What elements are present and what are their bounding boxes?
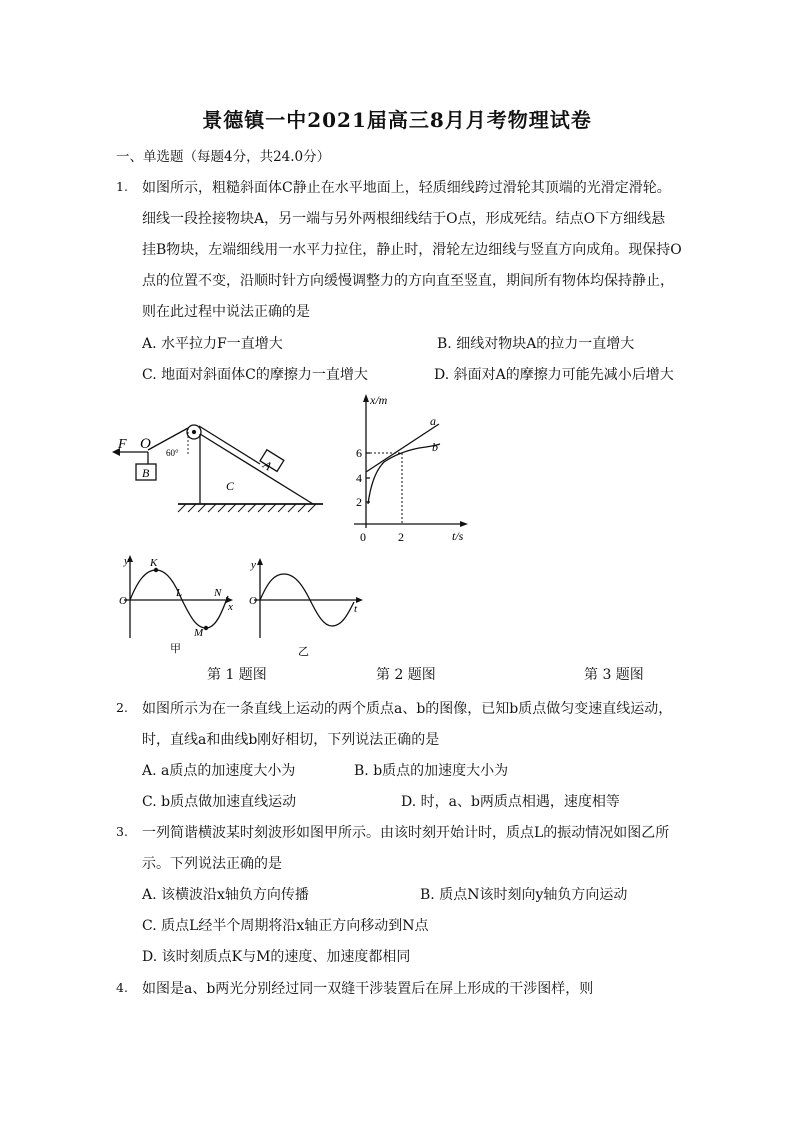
question-text-line: 细线一段拴接物块A，另一端与另外两根细线结于O点，形成死结。结点O下方细线悬	[142, 211, 666, 227]
page-title: 景德镇一中2021届高三8月月考物理试卷	[202, 108, 592, 132]
option-d: D. 该时刻质点K与M的速度、加速度都相同	[142, 949, 411, 965]
question-text-line: 一列简谐横波某时刻波形如图甲所示。由该时刻开始计时，质点L的振动情况如图乙所	[142, 825, 670, 841]
question-text-line: 则在此过程中说法正确的是	[142, 304, 310, 320]
question-number: 2.	[116, 700, 128, 715]
wave-curve	[130, 570, 228, 628]
figure-caption: 第 3 题图	[584, 667, 644, 683]
question-number: 4.	[116, 980, 128, 995]
x-axis-label: t/s	[452, 529, 464, 543]
label-a: A	[260, 457, 275, 474]
question-text-line: 如图所示，粗糙斜面体C静止在水平地面上，轻质细线跨过滑轮其顶端的光滑定滑轮。	[142, 180, 671, 196]
y-axis-arrow-icon	[257, 558, 263, 565]
label-o: O	[140, 436, 151, 452]
y-axis-arrow-icon	[363, 394, 369, 402]
y-tick: 4	[356, 471, 362, 485]
question-number: 1.	[116, 179, 128, 194]
label-f: F	[118, 437, 127, 452]
caption-yi: 乙	[298, 646, 309, 658]
label-m: M	[194, 627, 204, 639]
question-text-line: 示。下列说法正确的是	[142, 856, 282, 872]
option-a: A. a质点的加速度大小为	[142, 763, 296, 779]
option-b: B. b质点的加速度大小为	[354, 763, 509, 779]
question-text-line: 如图是a、b两光分别经过同一双缝干涉装置后在屏上形成的干涉图样，则	[142, 981, 594, 997]
label-k: K	[150, 557, 158, 569]
figure-caption: 第 1 题图	[207, 667, 267, 683]
curve-a-label: a	[430, 414, 436, 428]
curve-b-label: b	[432, 440, 438, 454]
x-axis-arrow-icon	[460, 521, 468, 527]
label-b: B	[142, 466, 150, 480]
origin-label: O	[119, 595, 127, 607]
y-tick: 2	[356, 495, 362, 509]
option-d: D. 斜面对A的摩擦力可能先减小后增大	[434, 367, 674, 383]
figure-1-incline	[108, 412, 328, 522]
label-angle: 60°	[166, 448, 179, 458]
y-axis-label: y	[124, 555, 129, 567]
figure-caption: 第 2 题图	[376, 667, 436, 683]
label-l: L	[176, 587, 183, 599]
section-heading: 一、单选题（每题4分，共24.0分）	[116, 149, 331, 165]
option-a: A. 水平拉力F一直增大	[142, 336, 283, 352]
question-text-line: 时，直线a和曲线b刚好相切，下列说法正确的是	[142, 732, 440, 748]
option-d: D. 时，a、b两质点相遇，速度相等	[401, 794, 620, 810]
label-c: C	[226, 479, 235, 493]
option-b: B. 质点N该时刻向y轴负方向运动	[420, 887, 628, 903]
point-m	[204, 626, 208, 630]
t-axis-label: t	[354, 603, 358, 615]
option-a: A. 该横波沿x轴负方向传播	[142, 887, 309, 903]
y-axis-label: y	[251, 559, 256, 571]
option-c: C. 质点L经半个周期将沿x轴正方向移动到N点	[142, 918, 429, 934]
question-text-line: 如图所示为在一条直线上运动的两个质点a、b的图像，已知b质点做匀变速直线运动，	[142, 701, 673, 717]
y-axis-label: x/m	[370, 393, 388, 407]
option-c: C. b质点做加速直线运动	[142, 794, 297, 810]
x-tick: 2	[398, 530, 404, 544]
caption-jia: 甲	[170, 643, 181, 655]
question-number: 3.	[116, 824, 128, 839]
figure-2-xt-graph	[344, 392, 474, 544]
option-b: B. 细线对物块A的拉力一直增大	[437, 336, 635, 352]
origin-label: O	[249, 595, 257, 607]
x-tick: 0	[360, 530, 366, 544]
x-axis-label: x	[228, 601, 233, 613]
label-n: N	[214, 587, 222, 599]
option-c: C. 地面对斜面体C的摩擦力一直增大	[142, 367, 368, 383]
figure-3-yi-vibration	[246, 558, 370, 662]
question-text-line: 挂B物块，左端细线用一水平力拉住，静止时，滑轮左边细线与竖直方向成角。现保持O	[142, 242, 682, 258]
line-a	[366, 424, 439, 472]
figure-3-jia-wave	[116, 552, 240, 656]
y-tick: 6	[356, 446, 362, 460]
question-text-line: 点的位置不变，沿顺时针方向缓慢调整力的方向直至竖直，期间所有物体均保持静止，	[142, 273, 674, 289]
